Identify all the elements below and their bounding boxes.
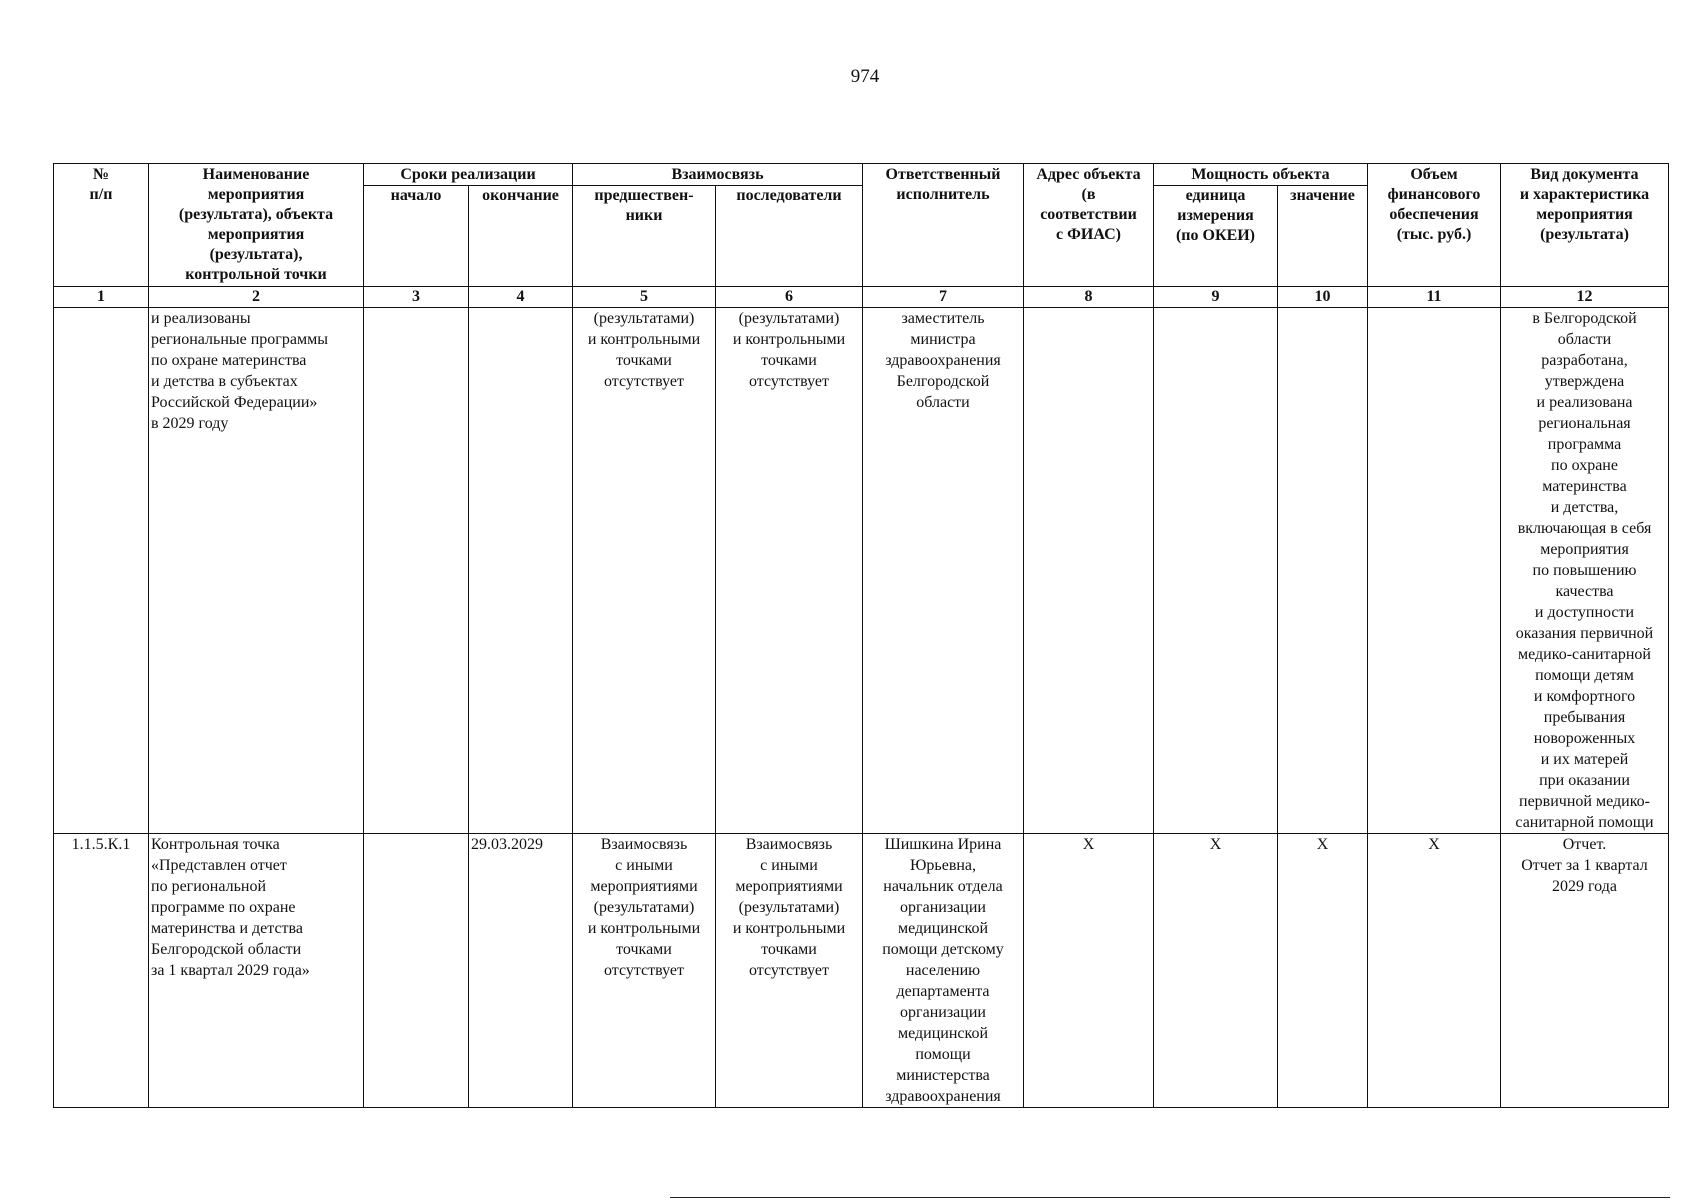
cell-predecessors: Взаимосвязь с иными мероприятиями (результатами) и контрольными точками отсутствует xyxy=(573,834,716,1108)
header-term-end: окончание xyxy=(469,186,573,287)
bottom-rule xyxy=(670,1197,1670,1198)
cell-unit xyxy=(1154,308,1278,834)
cell-value: X xyxy=(1278,834,1368,1108)
column-number: 3 xyxy=(364,287,469,308)
column-number: 2 xyxy=(149,287,364,308)
header-link-succ: последователи xyxy=(716,186,863,287)
cell-start xyxy=(364,308,469,834)
cell-end: 29.03.2029 xyxy=(469,834,573,1108)
cell-end xyxy=(469,308,573,834)
header-capacity-value: значение xyxy=(1278,186,1368,287)
cell-finance: X xyxy=(1368,834,1501,1108)
plan-table xyxy=(53,163,1669,1108)
header-capacity-unit: единица измерения (по ОКЕИ) xyxy=(1154,186,1278,287)
cell-start xyxy=(364,834,469,1108)
page-number: 974 xyxy=(850,66,880,87)
column-number: 10 xyxy=(1278,287,1368,308)
cell-doc: Отчет. Отчет за 1 квартал 2029 года xyxy=(1501,834,1669,1108)
column-number: 6 xyxy=(716,287,863,308)
header-link-pred: предшествен- ники xyxy=(573,186,716,287)
cell-finance xyxy=(1368,308,1501,834)
cell-num: 1.1.5.К.1 xyxy=(54,834,149,1108)
header-term-start: начало xyxy=(364,186,469,287)
cell-num xyxy=(54,308,149,834)
cell-name: и реализованы региональные программы по охране материнства и детства в субъектах Российской Федерации» в 2029 году xyxy=(149,308,364,834)
header-num: № п/п xyxy=(54,164,149,287)
header-finance: Объем финансового обеспечения (тыс. руб.) xyxy=(1368,164,1501,287)
header-capacity-group: Мощность объекта xyxy=(1154,164,1368,186)
column-number: 5 xyxy=(573,287,716,308)
cell-predecessors: (результатами) и контрольными точками отсутствует xyxy=(573,308,716,834)
cell-unit: X xyxy=(1154,834,1278,1108)
table-row xyxy=(54,308,1669,834)
header-doc-type: Вид документа и характеристика мероприятия (результата) xyxy=(1501,164,1669,287)
cell-address: X xyxy=(1024,834,1154,1108)
column-number: 7 xyxy=(863,287,1024,308)
column-number: 8 xyxy=(1024,287,1154,308)
header-responsible: Ответственный исполнитель xyxy=(863,164,1024,287)
column-number: 1 xyxy=(54,287,149,308)
cell-responsible: Шишкина Ирина Юрьевна, начальник отдела организации медицинской помощи детскому населению департамента организации медицинской помощи министерства здравоохранения xyxy=(863,834,1024,1108)
header-address: Адрес объекта (в соответствии с ФИАС) xyxy=(1024,164,1154,287)
cell-address xyxy=(1024,308,1154,834)
header-row-1 xyxy=(54,164,1669,186)
column-number: 12 xyxy=(1501,287,1669,308)
column-number: 4 xyxy=(469,287,573,308)
table-row xyxy=(54,834,1669,1108)
cell-name: Контрольная точка «Представлен отчет по региональной программе по охране материнства и детства Белгородской области за 1 квартал 2029 года» xyxy=(149,834,364,1108)
column-number: 11 xyxy=(1368,287,1501,308)
column-number-row xyxy=(54,287,1669,308)
cell-responsible: заместитель министра здравоохранения Белгородской области xyxy=(863,308,1024,834)
header-name: Наименование мероприятия (результата), объекта мероприятия (результата), контрольной точки xyxy=(149,164,364,287)
header-terms-group: Сроки реализации xyxy=(364,164,573,186)
cell-successors: Взаимосвязь с иными мероприятиями (результатами) и контрольными точками отсутствует xyxy=(716,834,863,1108)
cell-doc: в Белгородской области разработана, утверждена и реализована региональная программа по охране материнства и детства, включающая в себя мероприятия по повышению качества и доступности оказания первичной медико-санитарной помощи детям и комфортного пребывания новороженных и их матерей при оказании первичной медико- санитарной помощи xyxy=(1501,308,1669,834)
cell-successors: (результатами) и контрольными точками отсутствует xyxy=(716,308,863,834)
column-number: 9 xyxy=(1154,287,1278,308)
header-link-group: Взаимосвязь xyxy=(573,164,863,186)
cell-value xyxy=(1278,308,1368,834)
